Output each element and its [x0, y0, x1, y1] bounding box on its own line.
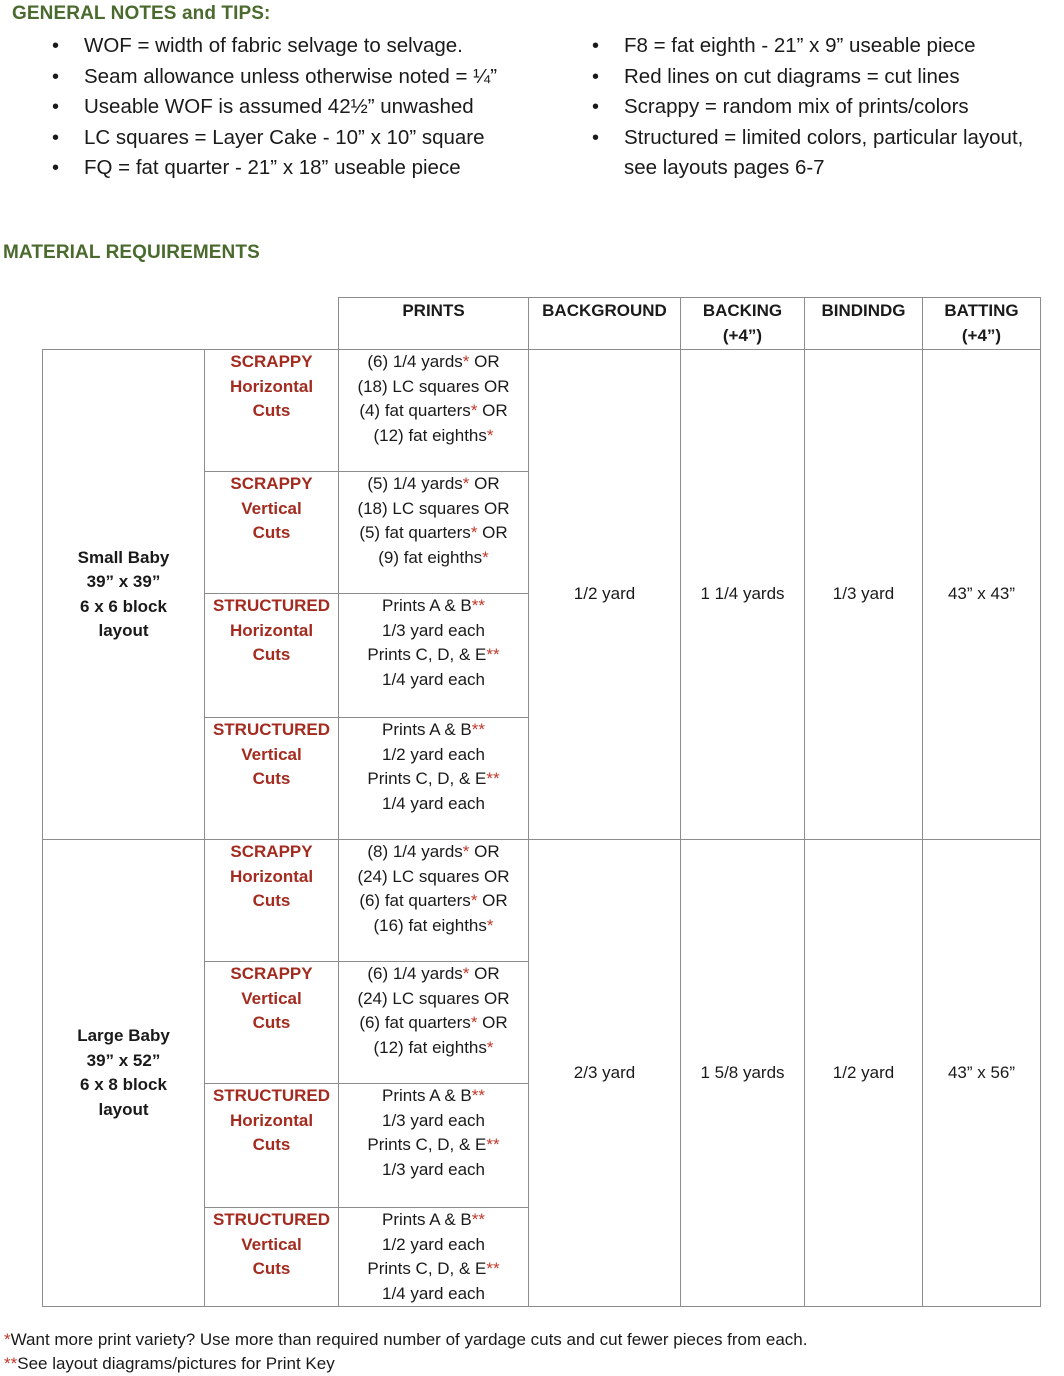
bullet-icon: • — [52, 96, 60, 118]
note-item: • FQ = fat quarter - 21” x 18” useable piece — [52, 153, 497, 184]
note-item: • Scrappy = random mix of prints/colors — [592, 92, 1023, 123]
batting-cell: 43” x 56” — [923, 840, 1041, 1307]
footnote-print-key: **See layout diagrams/pictures for Print Key — [4, 1354, 335, 1373]
footnote-variety: *Want more print variety? Use more than required number of yardage cuts and cut fewer pieces from each. — [4, 1330, 808, 1349]
size-cell: Large Baby 39” x 52” 6 x 8 block layout — [43, 840, 205, 1307]
bullet-icon: • — [592, 65, 600, 88]
note-item: • LC squares = Layer Cake - 10” x 10” square — [52, 123, 497, 154]
bullet-icon: • — [52, 126, 60, 149]
bullet-icon: • — [52, 35, 60, 57]
method-cell: SCRAPPY Horizontal Cuts — [205, 350, 339, 472]
note-item: • Seam allowance unless otherwise noted = ¼” — [52, 62, 497, 93]
material-requirements-table — [42, 297, 1041, 1307]
bullet-icon: • — [592, 126, 600, 149]
binding-cell: 1/3 yard — [805, 350, 923, 840]
bullet-icon: • — [52, 157, 60, 179]
general-notes-title: GENERAL NOTES and TIPS: — [12, 3, 271, 24]
header-binding: BINDINDG — [805, 298, 923, 350]
batting-cell: 43” x 43” — [923, 350, 1041, 840]
header-blank — [43, 298, 339, 350]
note-item: • Red lines on cut diagrams = cut lines — [592, 62, 1023, 93]
size-cell: Small Baby 39” x 39” 6 x 6 block layout — [43, 350, 205, 840]
prints-cell: Prints A & B** 1/3 yard each Prints C, D, & E** 1/3 yard each — [339, 1084, 529, 1208]
prints-cell: (5) 1/4 yards* OR (18) LC squares OR (5) fat quarters* OR (9) fat eighths* — [339, 472, 529, 594]
method-cell: STRUCTURED Vertical Cuts — [205, 1208, 339, 1307]
notes-list-left — [52, 31, 497, 184]
prints-cell: Prints A & B** 1/3 yard each Prints C, D, & E** 1/4 yard each — [339, 594, 529, 718]
note-item: • WOF = width of fabric selvage to selvage. — [52, 31, 497, 62]
bullet-icon: • — [592, 35, 600, 57]
header-backing: BACKING (+4”) — [681, 298, 805, 350]
backing-cell: 1 5/8 yards — [681, 840, 805, 1307]
method-cell: SCRAPPY Horizontal Cuts — [205, 840, 339, 962]
header-batting: BATTING (+4”) — [923, 298, 1041, 350]
prints-cell: Prints A & B** 1/2 yard each Prints C, D, & E** 1/4 yard each — [339, 718, 529, 840]
background-cell: 2/3 yard — [529, 840, 681, 1307]
binding-cell: 1/2 yard — [805, 840, 923, 1307]
method-cell: STRUCTURED Horizontal Cuts — [205, 1084, 339, 1208]
prints-cell: Prints A & B** 1/2 yard each Prints C, D, & E** 1/4 yard each — [339, 1208, 529, 1307]
header-prints: PRINTS — [339, 298, 529, 350]
note-item: • Structured = limited colors, particular layout, see layouts pages 6-7 — [592, 123, 1023, 184]
bullet-icon: • — [592, 96, 600, 118]
note-item: • Useable WOF is assumed 42½” unwashed — [52, 92, 497, 123]
method-cell: SCRAPPY Vertical Cuts — [205, 472, 339, 594]
table-row — [43, 350, 1041, 472]
method-cell: STRUCTURED Vertical Cuts — [205, 718, 339, 840]
method-cell: STRUCTURED Horizontal Cuts — [205, 594, 339, 718]
table-row — [43, 840, 1041, 962]
note-item: • F8 = fat eighth - 21” x 9” useable piece — [592, 31, 1023, 62]
bullet-icon: • — [52, 65, 60, 88]
prints-cell: (6) 1/4 yards* OR (24) LC squares OR (6) fat quarters* OR (12) fat eighths* — [339, 962, 529, 1084]
prints-cell: (8) 1/4 yards* OR (24) LC squares OR (6) fat quarters* OR (16) fat eighths* — [339, 840, 529, 962]
backing-cell: 1 1/4 yards — [681, 350, 805, 840]
notes-list-right — [592, 31, 1023, 184]
material-requirements-title: MATERIAL REQUIREMENTS — [3, 242, 260, 263]
method-cell: SCRAPPY Vertical Cuts — [205, 962, 339, 1084]
prints-cell: (6) 1/4 yards* OR (18) LC squares OR (4) fat quarters* OR (12) fat eighths* — [339, 350, 529, 472]
background-cell: 1/2 yard — [529, 350, 681, 840]
table-header-row — [43, 298, 1041, 350]
header-background: BACKGROUND — [529, 298, 681, 350]
